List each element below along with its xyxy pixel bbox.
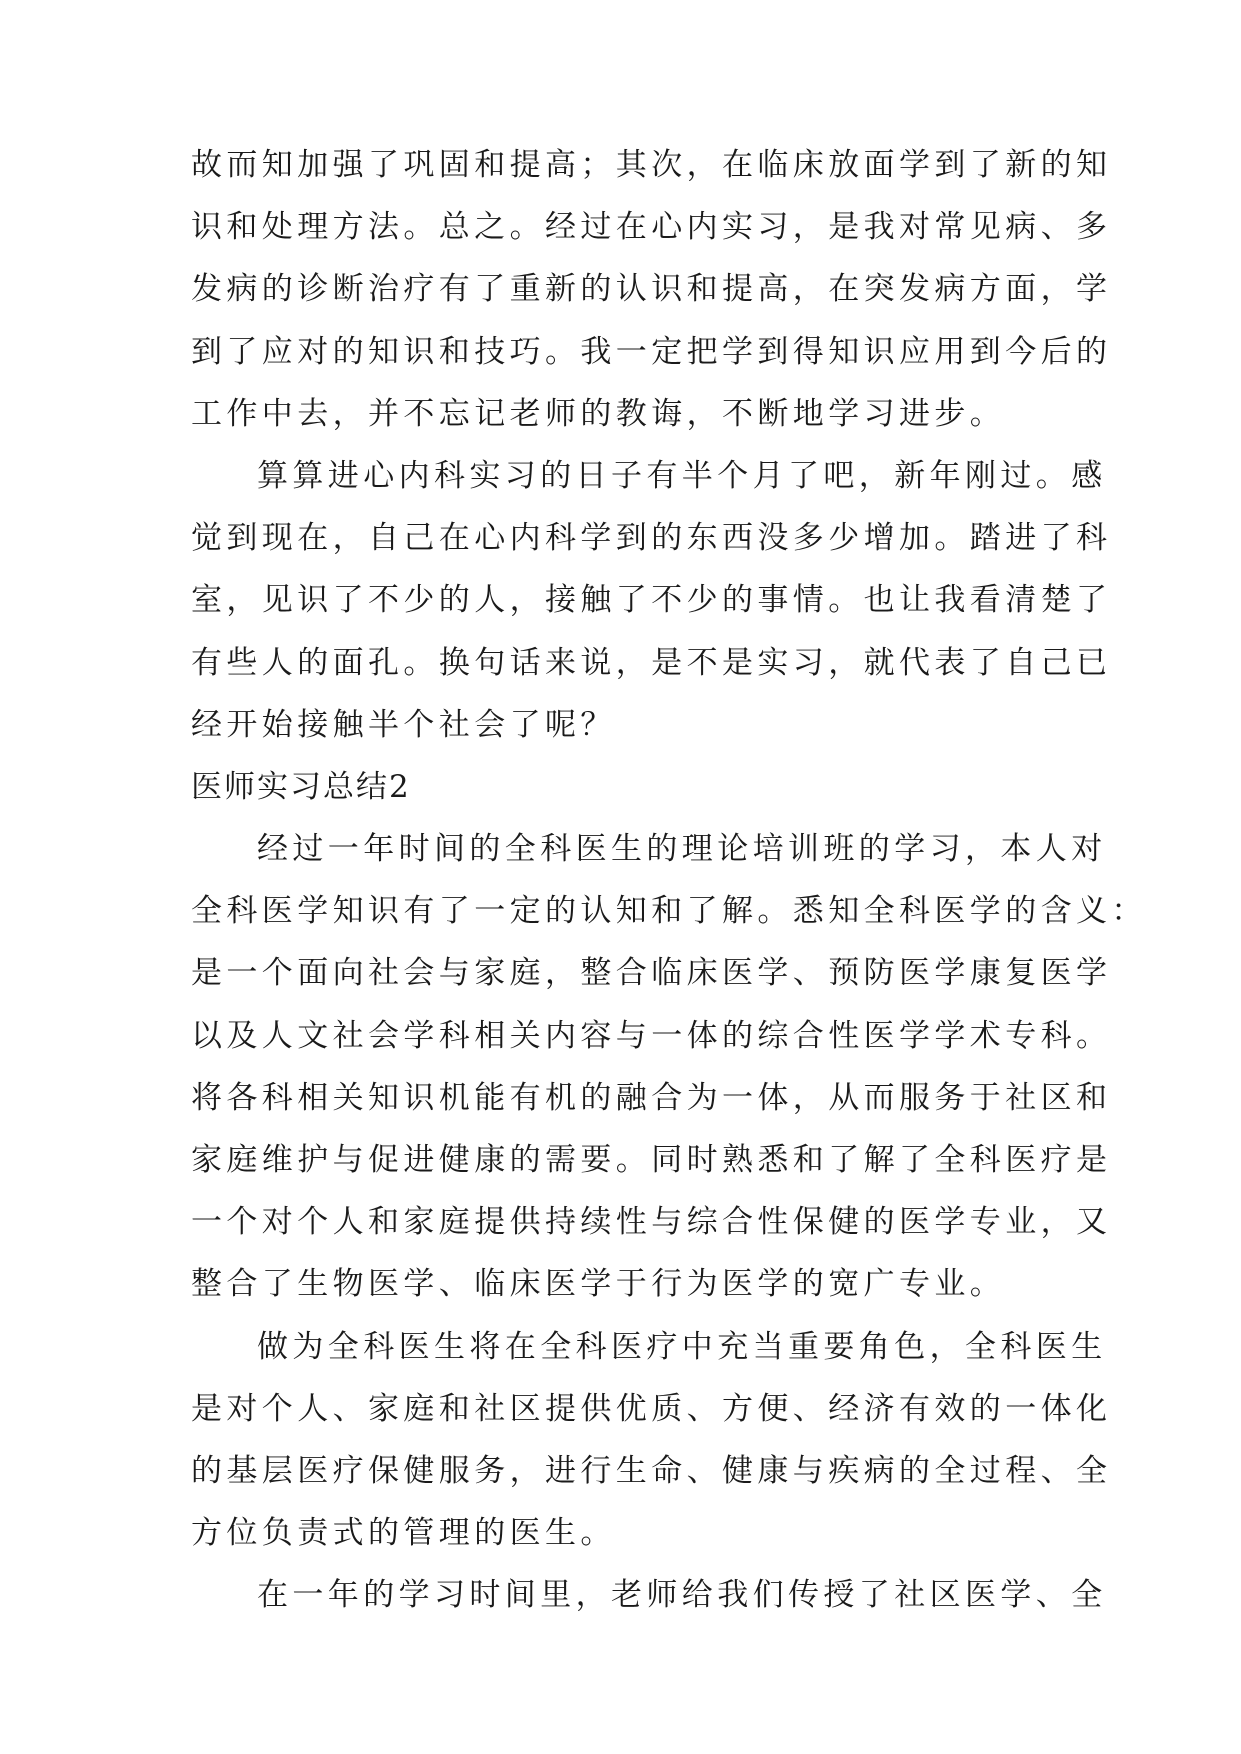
text-line: 到了应对的知识和技巧。我一定把学到得知识应用到今后的 [191,333,1112,370]
text-line: 的基层医疗保健服务，进行生命、健康与疾病的全过程、全 [191,1452,1112,1489]
text-line: 觉到现在，自己在心内科学到的东西没多少增加。踏进了科 [191,520,1112,557]
paragraph-1 [191,134,1112,445]
text-line: 家庭维护与促进健康的需要。同时熟悉和了解了全科医疗是 [191,1142,1112,1178]
text-line: 发病的诊断治疗有了重新的认识和提高，在突发病方面，学 [191,271,1112,308]
text-line: 识和处理方法。总之。经过在心内实习，是我对常见病、多 [191,209,1112,246]
document-body [191,134,1147,1627]
text-line: 将各科相关知识机能有机的融合为一体，从而服务于社区和 [191,1079,1112,1116]
paragraph-4 [191,1316,1112,1565]
text-line: 做为全科医生将在全科医疗中充当重要角色，全科医生 [257,1328,1107,1365]
text-line: 室，见识了不少的人，接触了不少的事情。也让我看清楚了 [191,582,1112,619]
paragraph-5 [191,1564,1107,1626]
text-line: 全科医学知识有了一定的认知和了解。悉知全科医学的含义： [191,893,1147,930]
text-line: 以及人文社会学科相关内容与一体的综合性医学学术专科。 [191,1017,1112,1054]
text-line: 有些人的面孔。换句话来说，是不是实习，就代表了自己已 [191,644,1112,681]
text-line: 在一年的学习时间里，老师给我们传授了社区医学、全 [257,1577,1107,1614]
text-line: 算算进心内科实习的日子有半个月了吧，新年刚过。感 [257,457,1107,494]
section-heading: 医师实习总结2 [191,768,411,805]
text-line: 经过一年时间的全科医生的理论培训班的学习，本人对 [257,831,1107,868]
paragraph-3 [191,818,1147,1316]
text-line: 整合了生物医学、临床医学于行为医学的宽广专业。 [191,1266,1006,1303]
text-line: 是对个人、家庭和社区提供优质、方便、经济有效的一体化 [191,1390,1112,1427]
text-line: 经开始接触半个社会了呢？ [191,706,616,743]
text-line: 故而知加强了巩固和提高；其次，在临床放面学到了新的知 [191,147,1112,183]
text-line: 一个对个人和家庭提供持续性与综合性保健的医学专业，又 [191,1204,1112,1241]
paragraph-2 [191,445,1112,756]
text-line: 是一个面向社会与家庭，整合临床医学、预防医学康复医学 [191,955,1112,992]
text-line: 方位负责式的管理的医生。 [191,1515,616,1552]
text-line: 工作中去，并不忘记老师的教诲，不断地学习进步。 [191,395,1006,432]
